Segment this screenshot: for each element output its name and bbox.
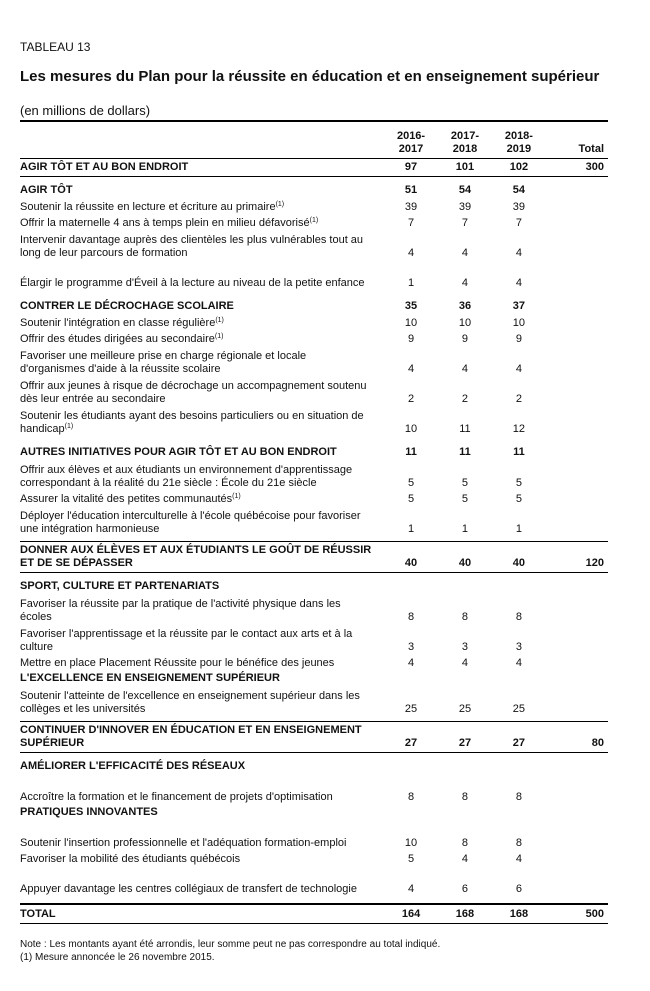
measure-row-label: Soutenir l'atteinte de l'excellence en enseignement supérieur dans les collèges et les universités [20,690,360,715]
measure-row-label: Offrir la maternelle 4 ans à temps plein en milieu défavorisé$^{(1)}$ [20,217,319,229]
group-row [20,753,608,775]
footnote-ref: (1) [64,423,74,430]
value-2018-2019: 9 [515,333,522,345]
measure-row-label: Offrir aux élèves et aux étudiants un environnement d'apprentissage correspondant à la réalité du 21e siècle : École du 21e siècle [20,464,353,489]
measure-row-label: Offrir aux jeunes à risque de décrochage un accompagnement soutenu dès leur entrée au secondaire [20,380,367,405]
value-2017-2018: 168 [455,908,475,920]
value-2016-2017: 10 [404,317,418,329]
value-2016-2017: 11 [405,446,417,458]
value-total: 120 [585,557,605,569]
value-2016-2017: 10 [404,423,418,435]
value-2016-2017: 1 [407,277,415,289]
measure-row-label: Accroître la formation et le financement de projets d'optimisation [20,791,333,803]
footnote-ref: (1) [309,217,319,224]
measure-row [20,655,608,671]
measure-row [20,461,608,491]
value-2018-2019: 8 [515,837,522,849]
measure-row [20,867,608,897]
measure-row-label: Favoriser l'apprentissage et la réussite par le contact aux arts et à la culture [20,628,353,653]
measure-row [20,775,608,805]
group-row-label: PRATIQUES INNOVANTES [20,806,158,818]
value-2018-2019: 27 [512,737,526,749]
footnote-ref: (1) [215,317,224,324]
measure-row [20,231,608,261]
value-2017-2018: 5 [461,477,469,489]
measure-row-label: Offrir des études dirigées au secondaire$^{(1)}$ [20,333,224,345]
group-row [20,437,608,461]
value-2018-2019: 4 [515,277,522,289]
value-2016-2017: 5 [407,853,415,865]
value-2016-2017: 4 [407,657,415,669]
footnote-ref: (1) [232,493,241,500]
measure-row-label: Mettre en place Placement Réussite pour le bénéfice des jeunes [20,657,335,669]
measure-row [20,851,608,867]
value-2017-2018: 2 [461,393,469,405]
value-2016-2017: 51 [404,184,418,196]
measure-row-label: Soutenir la réussite en lecture et écriture au primaire$^{(1)}$ [20,201,285,213]
value-2017-2018: 4 [461,363,469,375]
value-2016-2017: 2 [407,393,415,405]
value-2016-2017: 4 [407,363,415,375]
value-total: 300 [585,161,605,173]
value-2017-2018: 5 [461,493,469,505]
value-2017-2018: 11 [459,423,471,435]
value-2017-2018: 7 [461,217,469,229]
measure-row-label: Intervenir davantage auprès des clientèles les plus vulnérables tout au long de leur parcours de formation [20,234,364,259]
value-2018-2019: 102 [509,161,529,173]
measure-row [20,331,608,347]
value-2016-2017: 9 [407,333,415,345]
value-2016-2017: 8 [407,611,415,623]
header-year-2: 2017- 2018 [450,130,480,155]
table-header [20,122,608,158]
value-2017-2018: 9 [461,333,469,345]
value-2018-2019: 168 [509,908,529,920]
section-row [20,722,608,752]
measure-row [20,261,608,291]
value-2018-2019: 7 [515,217,522,229]
value-2018-2019: 37 [512,300,526,312]
value-2017-2018: 4 [461,247,469,259]
value-2018-2019: 25 [512,703,526,715]
value-2018-2019: 2 [515,393,522,405]
measure-row-label: Soutenir l'intégration en classe régulière$^{(1)}$ [20,317,224,329]
page-title: Les mesures du Plan pour la réussite en éducation et en enseignement supérieur [20,68,600,85]
value-2018-2019: 6 [515,883,522,895]
total-row [20,905,608,923]
measure-row [20,315,608,331]
measure-row [20,491,608,507]
group-row [20,671,608,687]
value-2016-2017: 35 [404,300,418,312]
value-2017-2018: 1 [461,523,469,535]
value-2018-2019: 40 [512,557,526,569]
group-row [20,177,608,199]
value-2018-2019: 10 [512,317,526,329]
value-2016-2017: 7 [407,217,415,229]
value-2018-2019: 39 [512,201,526,213]
value-2018-2019: 12 [512,423,526,435]
measure-row [20,625,608,655]
measure-row [20,687,608,717]
value-2016-2017: 1 [407,523,415,535]
measure-row-label: Déployer l'éducation interculturelle à l'école québécoise pour favoriser une intégration harmonieuse [20,510,361,535]
value-2017-2018: 4 [461,277,469,289]
value-2016-2017: 10 [404,837,418,849]
table-number: TABLEAU 13 [20,40,91,54]
measure-row-label: Appuyer davantage les centres collégiaux de transfert de technologie [20,883,357,895]
value-2017-2018: 8 [461,611,469,623]
value-2016-2017: 97 [404,161,418,173]
measure-row [20,407,608,437]
group-row-label: AUTRES INITIATIVES POUR AGIR TÔT ET AU BON ENDROIT [20,446,337,458]
measure-row [20,199,608,215]
group-row [20,805,608,821]
value-2018-2019: 54 [512,184,526,196]
group-row-label: AMÉLIORER L'EFFICACITÉ DES RÉSEAUX [20,760,246,772]
value-2018-2019: 4 [515,363,522,375]
value-2016-2017: 5 [407,477,415,489]
value-2017-2018: 3 [461,641,469,653]
measure-row-label: Favoriser la mobilité des étudiants québécois [20,853,241,865]
group-row [20,291,608,315]
measure-row-label: Favoriser la réussite par la pratique de l'activité physique dans les écoles [20,598,341,623]
value-2016-2017: 8 [407,791,415,803]
page-subtitle: (en millions de dollars) [20,103,151,118]
group-row-label: CONTRER LE DÉCROCHAGE SCOLAIRE [20,300,234,312]
section-row-label: AGIR TÔT ET AU BON ENDROIT [20,161,189,173]
measure-row [20,215,608,231]
footnote-1: (1) Mesure annoncée le 26 novembre 2015. [20,952,215,963]
value-2017-2018: 4 [461,853,469,865]
section-row [20,159,608,176]
measure-row-label: Élargir le programme d'Éveil à la lecture au niveau de la petite enfance [20,277,365,289]
footnote-ref: (1) [275,201,285,208]
value-2016-2017: 40 [404,557,418,569]
measure-row-label: Favoriser une meilleure prise en charge régionale et locale d'organismes d'aide à la réussite scolaire [20,350,307,375]
value-2018-2019: 8 [515,611,522,623]
header-year-1: 2016- 2017 [396,130,426,155]
value-2017-2018: 36 [458,300,472,312]
value-2016-2017: 3 [407,641,415,653]
table-body [20,159,608,924]
measure-row-label: Soutenir l'insertion professionnelle et l'adéquation formation-emploi [20,837,347,849]
measure-row [20,507,608,537]
value-2018-2019: 5 [515,477,522,489]
group-row-label: AGIR TÔT [20,184,73,196]
total-bottom-rule [20,923,608,924]
value-2018-2019: 4 [515,657,522,669]
value-2018-2019: 4 [515,247,522,259]
value-2016-2017: 25 [404,703,418,715]
value-2017-2018: 54 [458,184,472,196]
measure-row [20,347,608,377]
value-2017-2018: 27 [458,737,472,749]
value-2016-2017: 4 [407,883,415,895]
value-2017-2018: 11 [459,446,471,458]
measure-row [20,595,608,625]
value-2017-2018: 25 [458,703,472,715]
value-2016-2017: 164 [401,908,421,920]
value-2017-2018: 40 [458,557,472,569]
total-row-label: TOTAL [20,908,56,920]
value-2017-2018: 6 [461,883,469,895]
value-2017-2018: 8 [461,791,469,803]
header-total: Total [578,143,605,155]
section-row [20,542,608,572]
value-2018-2019: 8 [515,791,522,803]
header-year-3: 2018- 2019 [504,130,533,155]
value-2016-2017: 39 [404,201,418,213]
rounding-note: Note : Les montants ayant été arrondis, leur somme peut ne pas correspondre au total indiqué. [20,939,441,950]
measure-row [20,377,608,407]
value-total: 80 [591,737,605,749]
value-2018-2019: 3 [515,641,522,653]
value-2017-2018: 8 [461,837,469,849]
value-2018-2019: 11 [513,446,525,458]
measure-row-label: Soutenir les étudiants ayant des besoins particuliers ou en situation de handicap$^{(1)}$ [20,410,364,435]
section-row-label: DONNER AUX ÉLÈVES ET AUX ÉTUDIANTS LE GOÛT DE RÉUSSIR ET DE SE DÉPASSER [20,544,372,569]
section-row-label: CONTINUER D'INNOVER EN ÉDUCATION ET EN ENSEIGNEMENT SUPÉRIEUR [20,724,362,749]
value-2017-2018: 4 [461,657,469,669]
value-2017-2018: 10 [458,317,472,329]
value-2018-2019: 4 [515,853,522,865]
value-total: 500 [585,908,605,920]
value-2018-2019: 1 [515,523,522,535]
value-2016-2017: 27 [404,737,418,749]
group-row-label: SPORT, CULTURE ET PARTENARIATS [20,580,220,592]
measure-row-label: Assurer la vitalité des petites communautés$^{(1)}$ [20,493,241,505]
value-2016-2017: 5 [407,493,415,505]
value-2016-2017: 4 [407,247,415,259]
value-2018-2019: 5 [515,493,522,505]
measures-table [20,120,608,924]
measure-row [20,821,608,851]
group-row-label: L'EXCELLENCE EN ENSEIGNEMENT SUPÉRIEUR [20,672,280,684]
value-2017-2018: 39 [458,201,472,213]
table-notes [20,938,440,964]
value-2017-2018: 101 [455,161,475,173]
group-row [20,573,608,595]
footnote-ref: (1) [214,333,224,340]
